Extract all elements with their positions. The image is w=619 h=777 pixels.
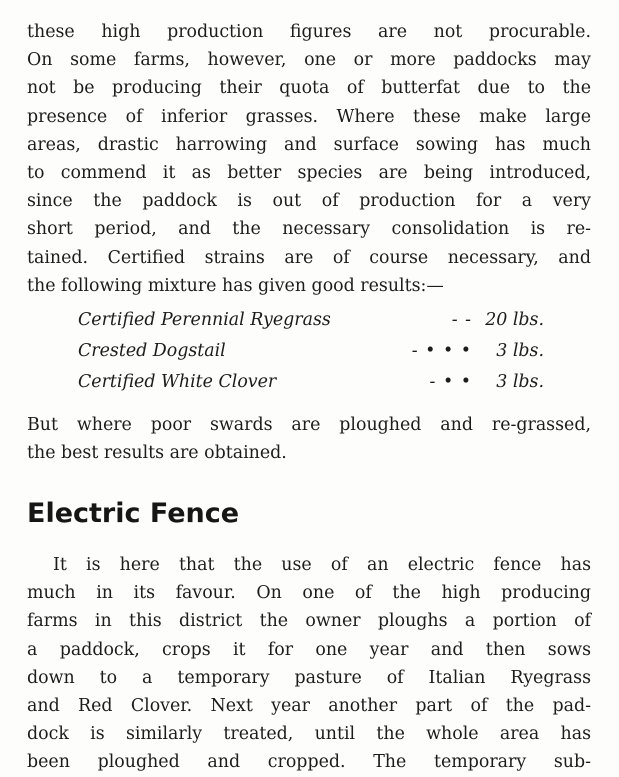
text-line: farms in this district the owner ploughs a portion of xyxy=(27,611,591,632)
mixture-item-name: Crested Dogstail xyxy=(78,341,226,361)
text-line: presence of inferior grasses. Where these make large xyxy=(27,106,591,127)
mixture-item xyxy=(78,305,558,336)
text-line: tained. Certified strains are of course necessary, and xyxy=(27,247,591,268)
text-line: dock is similarly treated, until the whole area has xyxy=(27,724,591,745)
dot-leader: - • • • xyxy=(411,341,472,361)
section-heading: Electric Fence xyxy=(27,498,240,529)
text-line: But where poor swards are ploughed and re-grassed, xyxy=(27,415,591,435)
mixture-item-quantity: 3 lbs. xyxy=(496,341,544,361)
text-line: It is here that the use of an electric fence has xyxy=(53,555,591,575)
dot-leader: - - xyxy=(451,310,472,330)
seed-mixture-list xyxy=(78,305,558,398)
text-line: the following mixture has given good results:— xyxy=(27,275,444,296)
mixture-item-quantity: 20 lbs. xyxy=(485,310,544,330)
mixture-item-name: Certified White Clover xyxy=(78,372,277,392)
text-line: and Red Clover. Next year another part of the pad- xyxy=(27,695,591,716)
mixture-item xyxy=(78,336,558,367)
text-line: not be producing their quota of butterfat due to the xyxy=(27,78,591,99)
paragraph-regrassing xyxy=(27,411,591,467)
mixture-item-name: Certified Perennial Ryegrass xyxy=(78,310,331,330)
text-line: down to a temporary pasture of Italian Ryegrass xyxy=(27,667,591,688)
paragraph-pasture-renovation xyxy=(27,18,591,300)
text-line: the best results are obtained. xyxy=(27,443,287,464)
text-line: a paddock, crops it for one year and then sows xyxy=(27,639,591,660)
text-line: much in its favour. On one of the high producing xyxy=(27,583,591,604)
text-line: these high production figures are not procurable. xyxy=(27,22,591,42)
text-line: since the paddock is out of production for a very xyxy=(27,191,591,212)
mixture-item xyxy=(78,367,558,398)
text-line: been ploughed and cropped. The temporary sub- xyxy=(27,752,591,773)
mixture-item-quantity: 3 lbs. xyxy=(496,372,544,392)
text-line: short period, and the necessary consolidation is re- xyxy=(27,219,591,240)
text-line: On some farms, however, one or more paddocks may xyxy=(27,50,591,71)
dot-leader: - • • xyxy=(429,372,472,392)
text-line: areas, drastic harrowing and surface sowing has much xyxy=(27,134,591,155)
text-line: to commend it as better species are being introduced, xyxy=(27,162,591,183)
paragraph-electric-fence xyxy=(27,551,591,777)
